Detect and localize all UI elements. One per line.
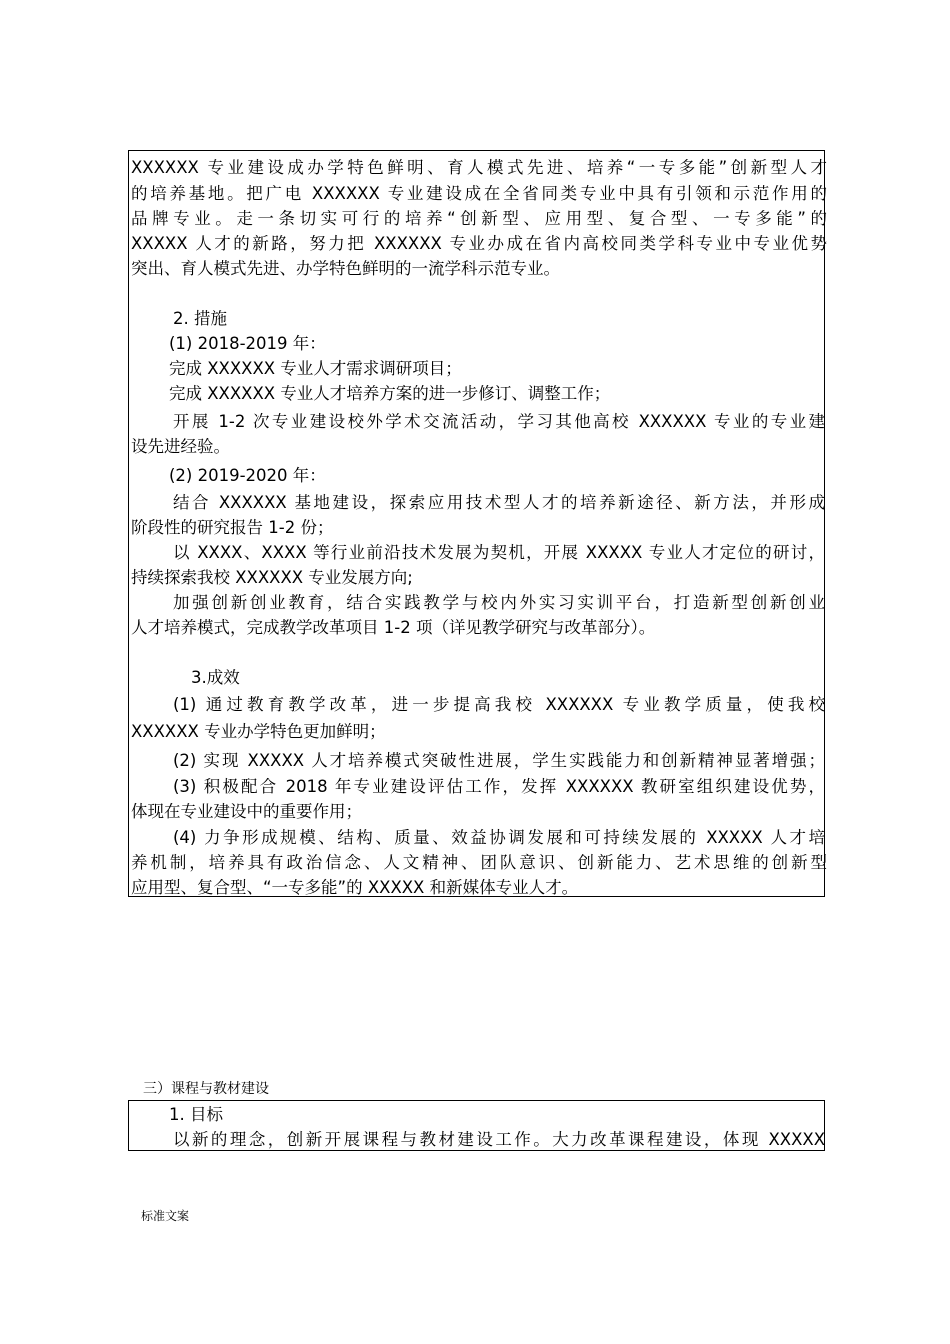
goal-text-line: 突出、育人模式先进、办学特色鲜明的一流学科示范专业。 <box>131 259 560 278</box>
result-item: (3) 积极配合 2018 年专业建设评估工作，发挥 XXXXXX 教研室组织建设优势， <box>173 777 825 796</box>
measure-item: 完成 XXXXXX 专业人才需求调研项目； <box>169 359 462 378</box>
results-heading: 3.成效 <box>191 668 240 687</box>
measure-item: 完成 XXXXXX 专业人才培养方案的进一步修订、调整工作； <box>169 384 611 403</box>
content-box-goals-measures-results <box>128 150 825 897</box>
result-item-cont: 应用型、复合型、“一专多能”的 XXXXX 和新媒体专业人才。 <box>131 878 579 897</box>
measure-item-cont: 阶段性的研究报告 1-2 份； <box>131 518 334 537</box>
goal-text-line: 的培养基地。把广电 XXXXXX 专业建设成在全省同类专业中具有引领和示范作用的 <box>131 184 827 203</box>
measure-item: 以 XXXX、XXXX 等行业前沿技术发展为契机，开展 XXXXX 专业人才定位的研讨， <box>173 543 825 562</box>
measure-item-cont: 设先进经验。 <box>131 437 230 456</box>
content-box-courses <box>128 1100 825 1151</box>
measures-heading: 2. 措施 <box>173 309 227 328</box>
footer-label: 标准文案 <box>141 1209 190 1223</box>
goal-text-line: XXXXXX 专业建设成办学特色鲜明、育人模式先进、培养“一专多能”创新型人才 <box>131 158 827 177</box>
measure-item: 加强创新创业教育，结合实践教学与校内外实习实训平台，打造新型创新创业 <box>173 593 825 612</box>
measure-item: 开展 1-2 次专业建设校外学术交流活动，学习其他高校 XXXXXX 专业的专业建 <box>173 412 825 431</box>
result-item: (1) 通过教育教学改革，进一步提高我校 XXXXXX 专业教学质量，使我校 <box>173 695 825 714</box>
measure-item: 结合 XXXXXX 基地建设，探索应用技术型人才的培养新途径、新方法，并形成 <box>173 493 825 512</box>
measure-item-cont: 人才培养模式，完成教学改革项目 1-2 项（详见教学研究与改革部分）。 <box>131 618 656 637</box>
result-item: (4) 力争形成规模、结构、质量、效益协调发展和可持续发展的 XXXXX 人才培 <box>173 828 825 847</box>
goal-text-line: XXXXX 人才的新路，努力把 XXXXXX 专业办成在省内高校同类学科专业中专业优势 <box>131 234 827 253</box>
goal-text-line: 品牌专业。走一条切实可行的培养“创新型、应用型、复合型、一专多能”的 <box>131 209 827 228</box>
goal-text-line: 以新的理念，创新开展课程与教材建设工作。大力改革课程建设，体现 XXXXX <box>173 1130 825 1149</box>
section-title-courses: 三）课程与教材建设 <box>143 1081 269 1097</box>
period-heading-2019: (2) 2019-2020 年： <box>169 466 326 485</box>
measure-item-cont: 持续探索我校 XXXXXX 专业发展方向; <box>131 568 413 587</box>
result-item-cont: 养机制，培养具有政治信念、人文精神、团队意识、创新能力、艺术思维的创新型 <box>131 853 827 872</box>
result-item-cont: 体现在专业建设中的重要作用； <box>131 802 362 821</box>
goal-heading: 1. 目标 <box>169 1105 223 1124</box>
period-heading-2018: (1) 2018-2019 年： <box>169 334 326 353</box>
result-item-cont: XXXXXX 专业办学特色更加鲜明； <box>131 722 386 741</box>
result-item: (2) 实现 XXXXX 人才培养模式突破性进展，学生实践能力和创新精神显著增强； <box>173 751 825 770</box>
